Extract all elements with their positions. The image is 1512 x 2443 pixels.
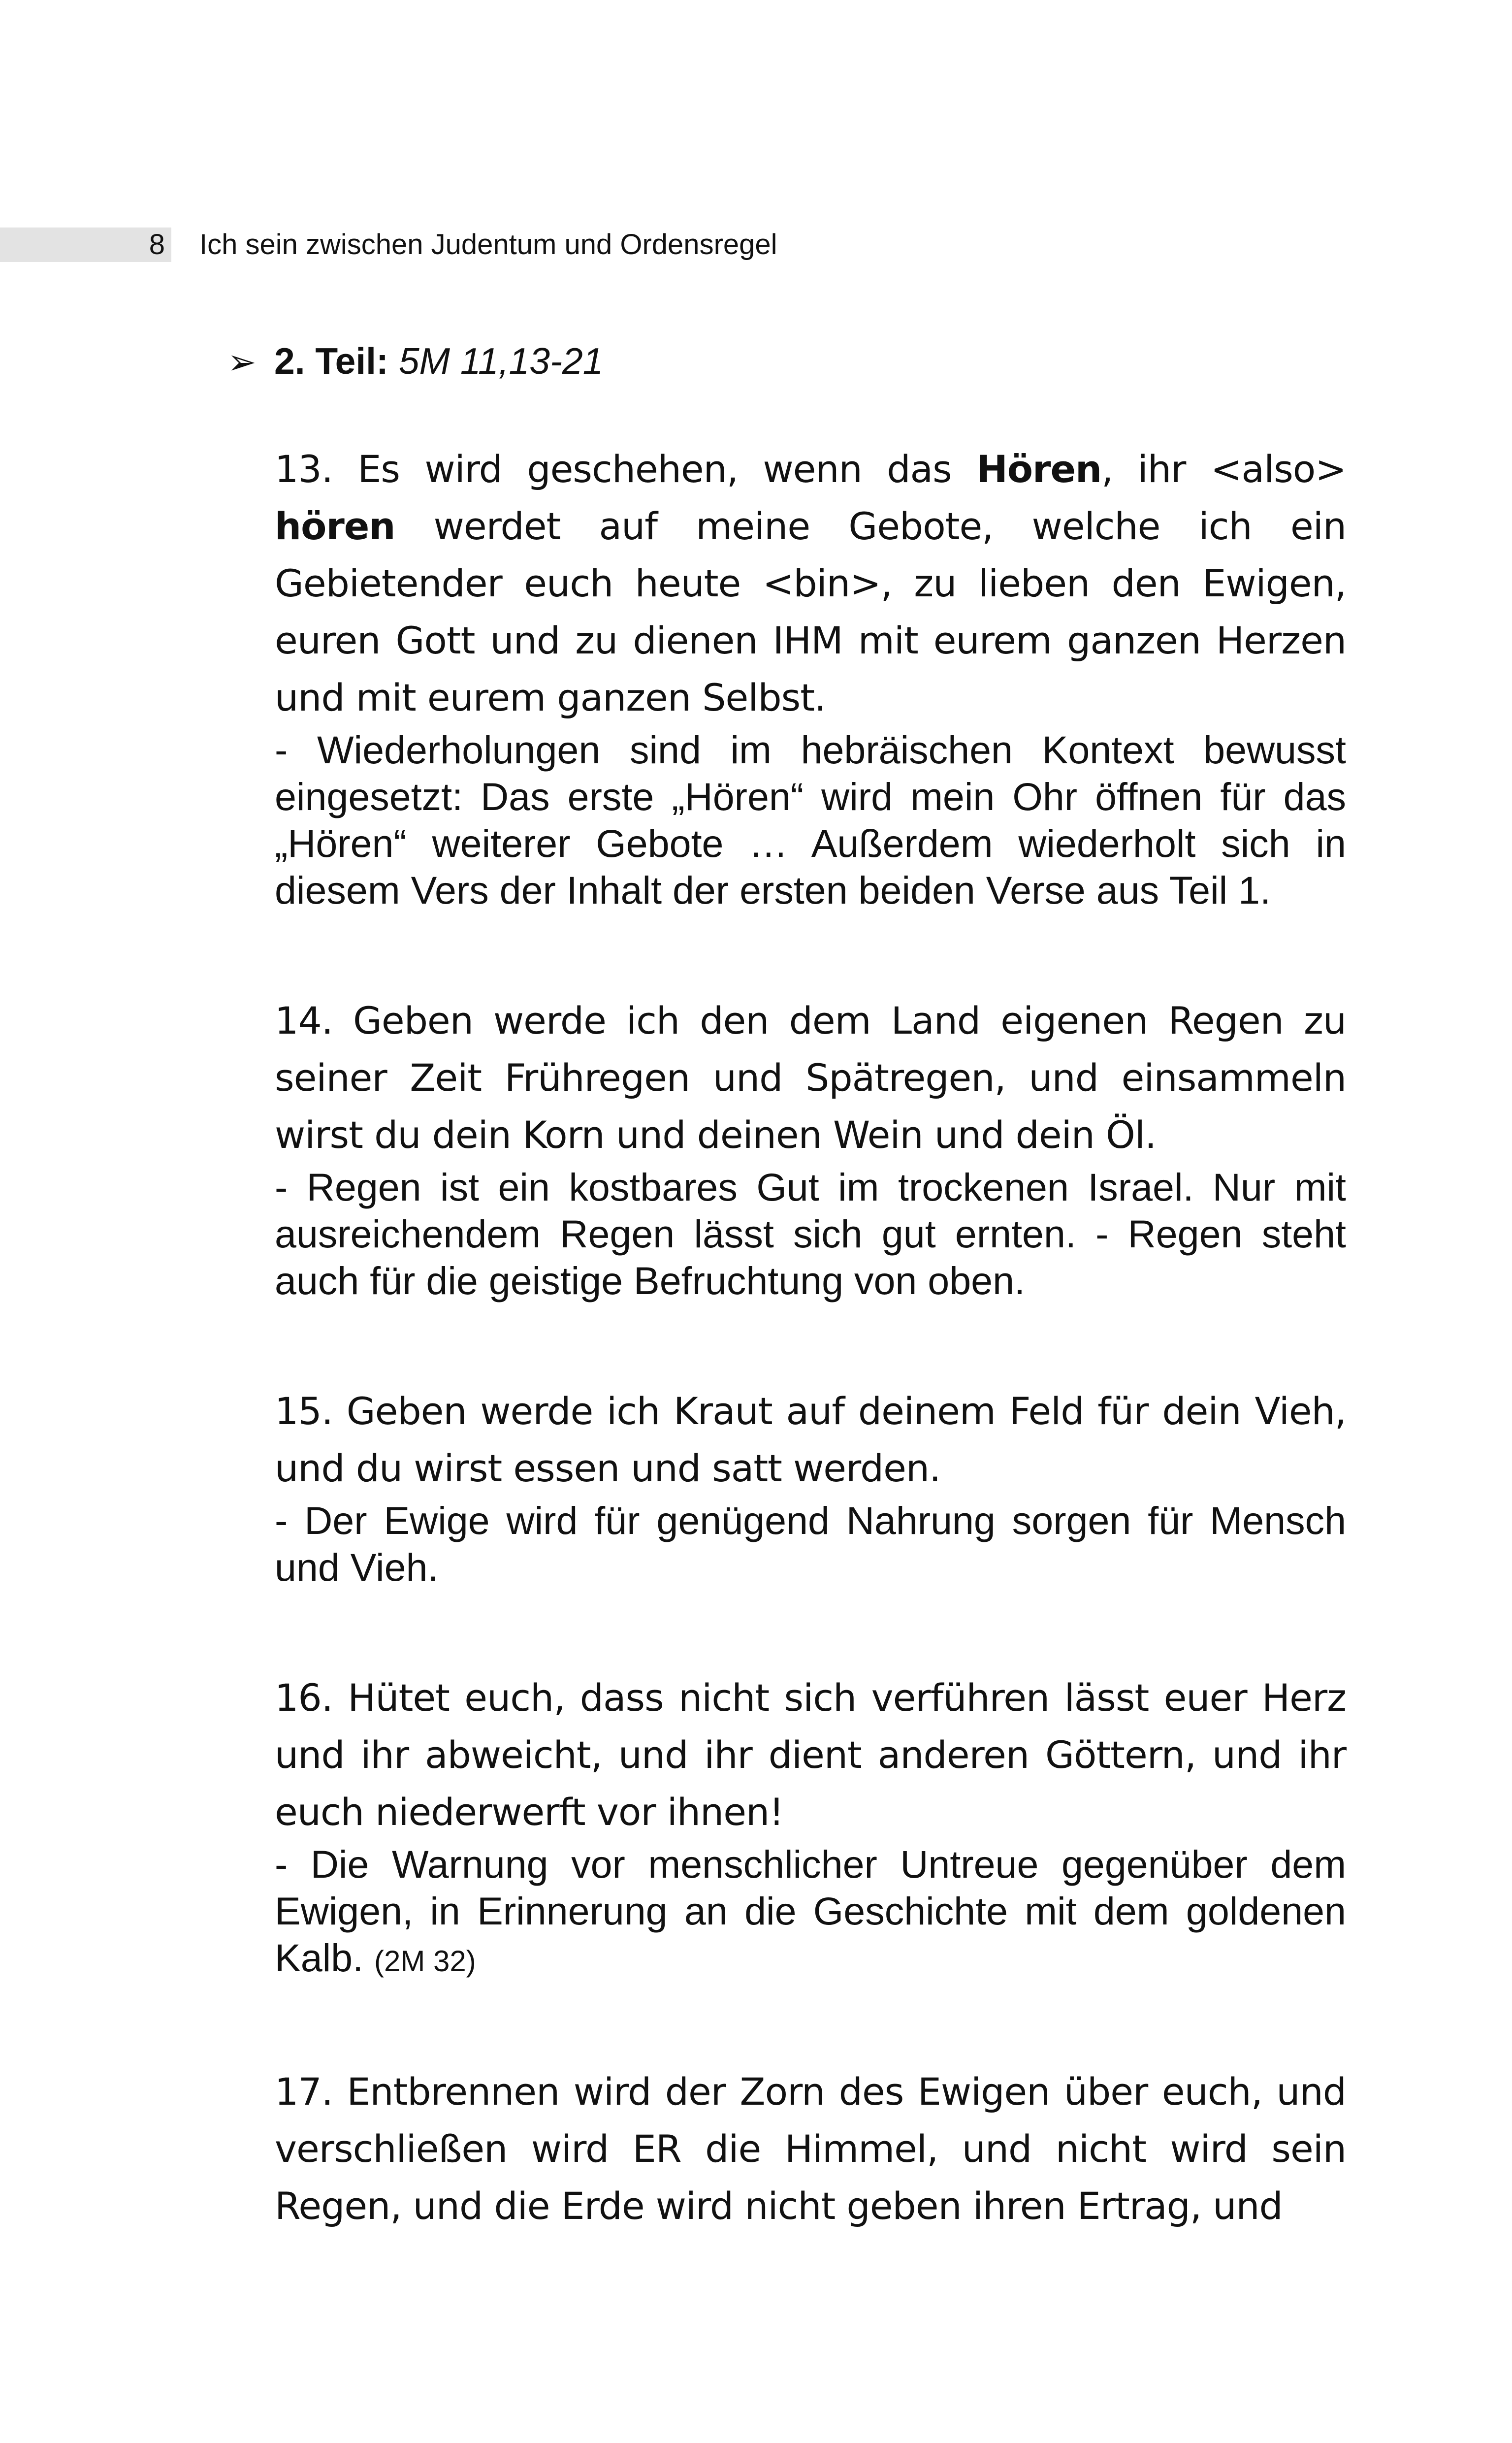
- verse-14: [275, 992, 1346, 1304]
- verse-list: [275, 441, 1346, 2313]
- commentary: - Regen ist ein kostbares Gut im trockenen Israel. Nur mit ausreichendem Regen lässt sich gut ernten. - Regen steht auch für die geistige Befruchtung von oben.: [275, 1165, 1346, 1303]
- verse-text-part: werdet auf meine Gebote, welche ich ein Gebietender euch heute <bin>, zu lieben den Ewigen, euren Gott und zu dienen IHM mit eurem ganzen Herzen und mit eurem ganzen Selbst.: [275, 504, 1346, 719]
- verse-text: 15. Geben werde ich Kraut auf deinem Feld für dein Vieh, und du wirst essen und satt werden.: [275, 1389, 1346, 1490]
- emphasized-word: hören: [275, 504, 395, 548]
- verse-text: 14. Geben werde ich den dem Land eigenen Regen zu seiner Zeit Frühregen und Spätregen, und einsammeln wirst du dein Korn und deinen Wein und dein Öl.: [275, 999, 1346, 1157]
- verse-text: 16. Hütet euch, dass nicht sich verführen lässt euer Herz und ihr abweicht, und ihr dient anderen Göttern, und ihr euch niederwerft vor ihnen!: [275, 1676, 1346, 1834]
- verse-16: [275, 1669, 1346, 1985]
- verse-13: [275, 441, 1346, 913]
- verse-17: [275, 2063, 1346, 2235]
- section-label: 2. Teil:: [274, 340, 388, 382]
- verse-text-part: 13. Es wird geschehen, wenn das: [275, 447, 977, 491]
- commentary: [275, 1841, 1346, 1985]
- page-number: 8: [149, 228, 165, 261]
- arrow-bullet-icon: ➢: [227, 343, 257, 381]
- verse-text: [275, 441, 1346, 726]
- emphasized-word: Hören: [976, 447, 1102, 491]
- verse-text-part: , ihr <also>: [1101, 447, 1346, 491]
- commentary-text: - Die Warnung vor menschlicher Untreue gegenüber dem Ewigen, in Erinnerung an die Geschichte mit dem goldenen Kalb.: [275, 1842, 1346, 1980]
- commentary: - Der Ewige wird für genügend Nahrung sorgen für Mensch und Vieh.: [275, 1498, 1346, 1589]
- verse-text: 17. Entbrennen wird der Zorn des Ewigen über euch, und verschließen wird ER die Himmel, und nicht wird sein Regen, und die Erde wird nicht geben ihren Ertrag, und: [275, 2070, 1346, 2228]
- bible-reference: (2M 32): [374, 1945, 476, 1978]
- section-reference: 5M 11,13-21: [398, 340, 604, 382]
- section-heading: [227, 336, 603, 386]
- commentary: - Wiederholungen sind im hebräischen Kontext bewusst eingesetzt: Das erste „Hören“ wird mein Ohr öffnen für das „Hören“ weiterer Gebote … Außerdem wiederholt sich in diesem Vers der Inhalt der ersten beiden Verse aus Teil 1.: [275, 728, 1346, 912]
- verse-15: [275, 1383, 1346, 1591]
- running-title: Ich sein zwischen Judentum und Ordensregel: [199, 228, 777, 261]
